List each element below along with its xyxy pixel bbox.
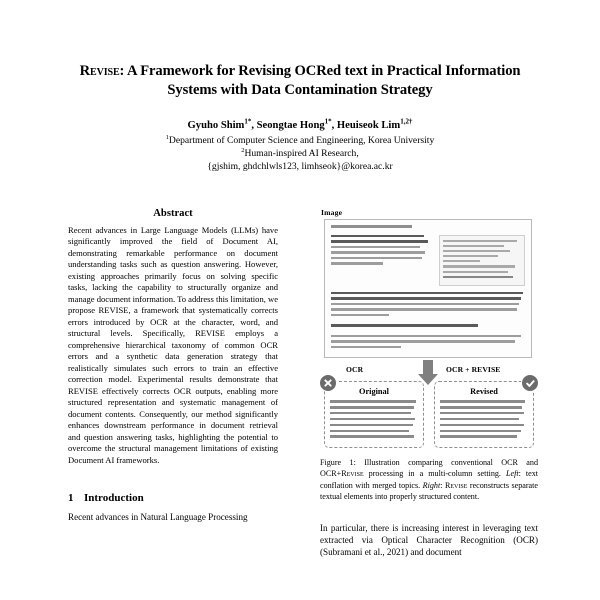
title-block: [62, 62, 538, 101]
affiliation-2-text: Human-inspired AI Research,: [244, 147, 359, 159]
document-title-rule: [331, 225, 412, 228]
document-column-right: [439, 235, 525, 286]
affiliation-1: [62, 134, 538, 147]
right-column: [320, 208, 538, 559]
revised-box: [434, 381, 534, 448]
introduction-title: Introduction: [84, 492, 144, 505]
abstract-heading: Abstract: [153, 208, 193, 219]
figure-caption-part-2: processing in a multi-column setting.: [363, 469, 506, 479]
check-icon: [521, 374, 539, 392]
introduction-number: 1: [68, 492, 74, 505]
introduction-heading: [68, 492, 278, 504]
right-column-text: In particular, there is increasing interest in leveraging text extracted via Optical Character Recognition (OCR) (Subramani et al., 2021) and document: [320, 522, 538, 558]
abstract-text: Recent advances in Large Language Models (LLMs) have significantly improved the field of Document AI, demonstrating remarkable performance on document understanding tasks such as question answering. However, existing approaches primarily focus on solving specific tasks, lacking the capability to structurally organize and manage document information. To address this limitation, we propose REVISE, a framework that systematically corrects errors introduced by OCR at the character, word, and structural levels. Specifically, REVISE employs a comprehensive hierarchical taxonomy of common OCR errors and a synthetic data generation strategy that realistically simulates such errors to train an effective correction model. Experimental results demonstrate that REVISE effectively corrects OCR outputs, enabling more structured representation and systematic management of document contents. Consequently, our method significantly enhances downstream performance in document retrieval and question answering tasks, highlighting the potential to overcome the structural management limitations of existing Document AI frameworks.: [68, 225, 278, 465]
authors-block: [62, 119, 538, 173]
affiliation-2-mark: 2: [241, 146, 245, 154]
figure-caption-revise-2: Revise: [444, 480, 468, 490]
author-mark-lim: 1,2†: [400, 117, 413, 126]
figure-caption-part-1: : Illustration comparing conventional OCR and OCR+: [320, 458, 538, 479]
affiliation-1-text: Department of Computer Science and Engineering, Korea University: [168, 134, 435, 146]
title-revise-smallcaps: Revise: [79, 63, 120, 79]
title-line2: Systems with Data Contamination Strategy: [167, 82, 433, 99]
document-columns: [331, 235, 525, 286]
left-column: [68, 208, 278, 524]
stage-label-ocr-revise: OCR + REVISE: [446, 365, 501, 375]
affiliation-1-mark: 1: [165, 133, 169, 141]
figure-caption-part-4: :: [440, 480, 445, 490]
author-mark-shim: 1*: [244, 117, 252, 126]
affiliation-2: [62, 147, 538, 160]
document-body-paragraphs: [331, 292, 525, 348]
title-line1-rest: : A Framework for Revising OCRed text in Practical Information: [119, 63, 521, 79]
figure-caption-part-5: reconstructs separate textual elements into properly structured content.: [320, 480, 538, 501]
introduction-text: Recent advances in Natural Language Processing: [68, 512, 248, 523]
document-column-left: [331, 235, 432, 286]
figure-caption-part-3: : text conflation with merged topics.: [320, 469, 538, 490]
original-title: Original: [359, 387, 389, 397]
figure-1: [320, 208, 538, 502]
figure-caption: [320, 457, 538, 501]
figure-image-label: Image: [321, 208, 343, 217]
revised-title: Revised: [470, 387, 498, 397]
comparison-row: [320, 381, 538, 448]
stage-row: [320, 363, 538, 379]
cross-icon: [319, 374, 337, 392]
figure-caption-prefix: Figure 1: [320, 458, 354, 468]
figure-caption-left-italic: Left: [505, 469, 519, 479]
original-text-lines: [330, 400, 418, 438]
figure-caption-revise-1: Revise: [341, 469, 364, 479]
revised-text-lines: [440, 400, 528, 438]
stage-label-ocr: OCR: [346, 365, 364, 375]
author-list: Gyuho Shim$^{1*}$, Seongtae Hong$^{1*}$, Heuiseok Lim$^{1,2\dagger}$: [187, 117, 413, 131]
document-image: [324, 219, 532, 358]
original-box: [324, 381, 424, 448]
figure-caption-right-italic: Right: [422, 480, 441, 490]
page-title: [62, 62, 538, 101]
author-emails: {gjshim, ghdchlwls123, limhseok}@korea.ac.kr: [207, 161, 393, 173]
author-mark-hong: 1*: [324, 117, 332, 126]
